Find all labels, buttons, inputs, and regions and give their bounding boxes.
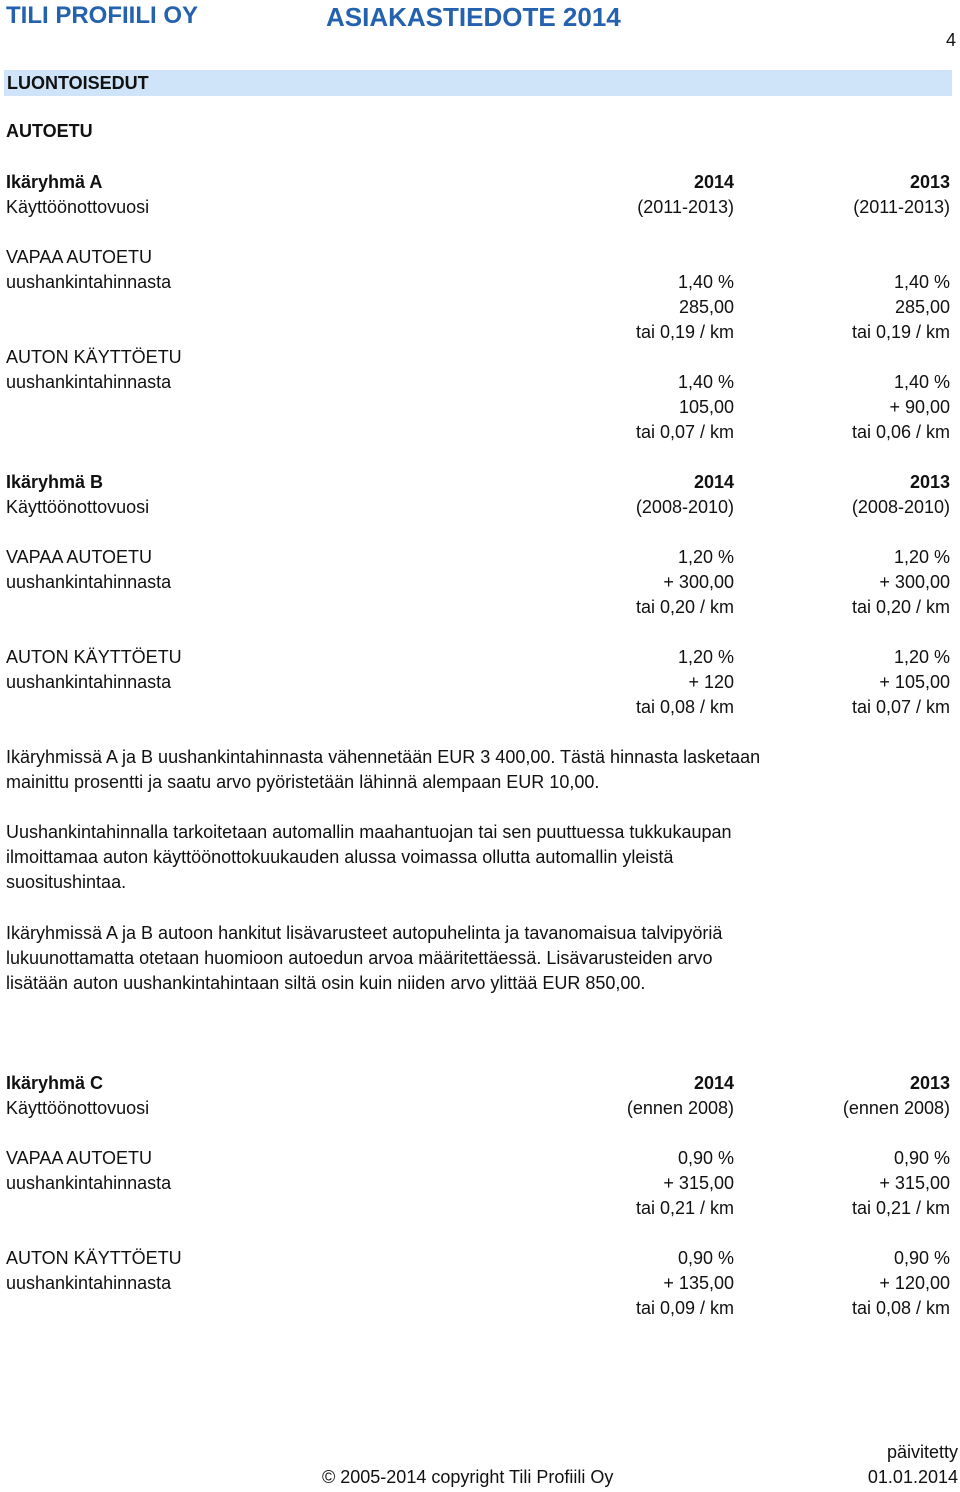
value-2014: 1,20 % — [677, 547, 734, 567]
value-2014: tai 0,21 / km — [635, 1198, 734, 1218]
row-label: Ikäryhmä C — [6, 1073, 104, 1093]
row-label: Ikäryhmä A — [6, 172, 103, 192]
value-2013: + 315,00 — [879, 1173, 950, 1193]
value-2013: (ennen 2008) — [842, 1098, 950, 1118]
value-2013: tai 0,07 / km — [851, 697, 950, 717]
table-row — [6, 370, 950, 395]
value-2014: 0,90 % — [677, 1248, 734, 1268]
value-2013: 1,40 % — [893, 272, 950, 292]
value-2013: 285,00 — [894, 297, 950, 317]
value-2014: 285,00 — [678, 297, 734, 317]
paragraph-text: Uushankintahinnalla tarkoitetaan automallin maahantuojan tai sen puuttuessa tukkukaupan ilmoittamaa auton käyttöönottokuukauden alussa voimassa ollutta automallin yleistä suositushintaa. — [6, 822, 732, 892]
value-2014: 2014 — [693, 1073, 734, 1093]
value-2014: 1,40 % — [677, 272, 734, 292]
value-2013: tai 0,08 / km — [851, 1298, 950, 1318]
value-2014: tai 0,07 / km — [635, 422, 734, 442]
value-2013: tai 0,06 / km — [851, 422, 950, 442]
row-label: uushankintahinnasta — [6, 372, 172, 392]
value-2013: tai 0,20 / km — [851, 597, 950, 617]
table-row — [6, 245, 950, 270]
value-2014: tai 0,20 / km — [635, 597, 734, 617]
value-2013: 0,90 % — [893, 1248, 950, 1268]
table-row — [6, 645, 950, 670]
value-2014: (ennen 2008) — [626, 1098, 734, 1118]
table-row — [6, 320, 950, 345]
row-label: Ikäryhmä B — [6, 472, 104, 492]
value-2013: 1,20 % — [893, 547, 950, 567]
row-label: uushankintahinnasta — [6, 672, 172, 692]
table-row — [6, 595, 950, 620]
value-2013: + 105,00 — [879, 672, 950, 692]
table-row — [6, 170, 950, 195]
row-label: uushankintahinnasta — [6, 1173, 172, 1193]
value-2014: tai 0,19 / km — [635, 322, 734, 342]
value-2013: 1,40 % — [893, 372, 950, 392]
note-paragraph — [6, 921, 766, 996]
table-row — [6, 195, 950, 220]
footer-date: 01.01.2014 — [867, 1467, 958, 1487]
table-row — [6, 695, 950, 720]
footer-copyright: © 2005-2014 copyright Tili Profiili Oy — [322, 1467, 614, 1487]
value-2014: + 120 — [688, 672, 734, 692]
value-2013: 1,20 % — [893, 647, 950, 667]
row-label: VAPAA AUTOETU — [6, 247, 153, 267]
table-row — [6, 1096, 950, 1121]
table-row — [6, 395, 950, 420]
value-2014: 2014 — [693, 472, 734, 492]
row-label: Käyttöönottovuosi — [6, 497, 150, 517]
document-title: ASIAKASTIEDOTE 2014 — [326, 2, 621, 32]
table-row — [6, 495, 950, 520]
value-2013: (2008-2010) — [851, 497, 950, 517]
page-header — [0, 0, 960, 66]
table-row — [6, 1146, 950, 1171]
table-row — [6, 1171, 950, 1196]
value-2014: + 135,00 — [663, 1273, 734, 1293]
table-row — [6, 1271, 950, 1296]
table-row — [6, 420, 950, 445]
table-row — [6, 1246, 950, 1271]
table-row — [6, 570, 950, 595]
table-row — [6, 1071, 950, 1096]
row-label: uushankintahinnasta — [6, 1273, 172, 1293]
footer-updated-label: päivitetty — [886, 1442, 958, 1462]
table-row — [6, 1296, 950, 1321]
table-row — [6, 545, 950, 570]
row-label: AUTON KÄYTTÖETU — [6, 647, 182, 667]
value-2014: (2008-2010) — [635, 497, 734, 517]
value-2014: tai 0,09 / km — [635, 1298, 734, 1318]
row-label: VAPAA AUTOETU — [6, 547, 153, 567]
table-row — [6, 1196, 950, 1221]
subsection-title: AUTOETU — [6, 121, 93, 141]
row-label: AUTON KÄYTTÖETU — [6, 1248, 182, 1268]
value-2014: 1,20 % — [677, 647, 734, 667]
value-2013: 2013 — [909, 472, 950, 492]
value-2014: + 315,00 — [663, 1173, 734, 1193]
page-number: 4 — [945, 30, 956, 50]
table-row — [6, 470, 950, 495]
section-title: LUONTOISEDUT — [4, 70, 952, 96]
value-2013: + 90,00 — [889, 397, 950, 417]
table-row — [6, 670, 950, 695]
value-2013: 2013 — [909, 172, 950, 192]
value-2014: 1,40 % — [677, 372, 734, 392]
row-label: uushankintahinnasta — [6, 272, 172, 292]
value-2013: 0,90 % — [893, 1148, 950, 1168]
value-2014: 105,00 — [678, 397, 734, 417]
row-label: AUTON KÄYTTÖETU — [6, 347, 182, 367]
paragraph-text: Ikäryhmissä A ja B autoon hankitut lisävarusteet autopuhelinta ja tavanomaisua talvipyöriä lukuunottamatta otetaan huomioon autoedun arvoa määritettäessä. Lisävarusteiden arvo lisätään auton uushankintahintaan siltä osin kuin niiden arvo ylittää EUR 850,00. — [6, 923, 723, 993]
table-row — [6, 270, 950, 295]
row-label: uushankintahinnasta — [6, 572, 172, 592]
row-label: Käyttöönottovuosi — [6, 197, 150, 217]
value-2014: + 300,00 — [663, 572, 734, 592]
paragraph-text: Ikäryhmissä A ja B uushankintahinnasta vähennetään EUR 3 400,00. Tästä hinnasta lasketaan mainittu prosentti ja saatu arvo pyöristetään lähinnä alempaan EUR 10,00. — [6, 747, 761, 792]
value-2014: 2014 — [693, 172, 734, 192]
row-label: Käyttöönottovuosi — [6, 1098, 150, 1118]
value-2013: tai 0,19 / km — [851, 322, 950, 342]
note-paragraph — [6, 820, 766, 895]
table-row — [6, 295, 950, 320]
value-2013: 2013 — [909, 1073, 950, 1093]
value-2013: + 120,00 — [879, 1273, 950, 1293]
value-2013: + 300,00 — [879, 572, 950, 592]
value-2014: tai 0,08 / km — [635, 697, 734, 717]
value-2014: 0,90 % — [677, 1148, 734, 1168]
row-label: VAPAA AUTOETU — [6, 1148, 153, 1168]
company-name: TILI PROFIILI OY — [6, 2, 198, 29]
note-paragraph — [6, 745, 766, 795]
table-row — [6, 345, 950, 370]
value-2013: tai 0,21 / km — [851, 1198, 950, 1218]
value-2014: (2011-2013) — [637, 197, 734, 217]
value-2013: (2011-2013) — [853, 197, 950, 217]
